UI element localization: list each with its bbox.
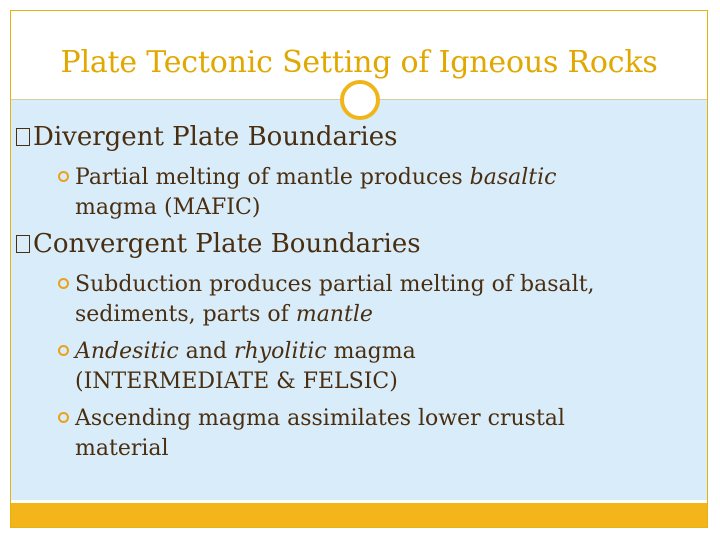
bottom-accent-bar xyxy=(11,503,707,527)
section-heading-convergent xyxy=(16,229,421,259)
bullet-text: magma xyxy=(326,339,416,364)
bullet-text: Partial melting of mantle produces xyxy=(75,165,470,190)
bullet-subduction xyxy=(58,270,595,330)
bullet-emphasis: basaltic xyxy=(469,165,557,190)
heading-text: Divergent Plate Boundaries xyxy=(33,122,398,152)
bullet-continuation xyxy=(58,300,595,330)
bullet-partial-melting xyxy=(58,163,557,223)
bullet-text: and xyxy=(178,339,235,364)
section-heading-divergent xyxy=(16,122,397,152)
bullet-emphasis: mantle xyxy=(295,302,373,327)
ring-bullet-icon xyxy=(58,171,69,182)
bullet-continuation: material xyxy=(75,436,169,461)
heading-text: Convergent Plate Boundaries xyxy=(33,229,421,259)
ring-bullet-icon xyxy=(58,278,69,289)
decorative-circle-icon xyxy=(340,80,380,120)
slide-title: Plate Tectonic Setting of Igneous Rocks xyxy=(60,45,658,80)
bullet-text: Subduction produces partial melting of basalt, xyxy=(75,272,595,297)
bullet-emphasis: rhyolitic xyxy=(234,339,327,364)
ring-bullet-icon xyxy=(58,412,69,423)
bullet-ascending-magma xyxy=(58,404,565,464)
ring-bullet-icon xyxy=(58,345,69,356)
box-bullet-icon xyxy=(16,128,30,146)
bullet-continuation: magma (MAFIC) xyxy=(75,195,261,220)
bullet-text: sediments, parts of xyxy=(75,302,296,327)
bullet-emphasis: Andesitic xyxy=(75,339,179,364)
box-bullet-icon xyxy=(16,235,30,253)
bullet-continuation: (INTERMEDIATE & FELSIC) xyxy=(75,369,398,394)
bullet-andesitic xyxy=(58,337,416,397)
bullet-text: Ascending magma assimilates lower crustal xyxy=(75,406,565,431)
